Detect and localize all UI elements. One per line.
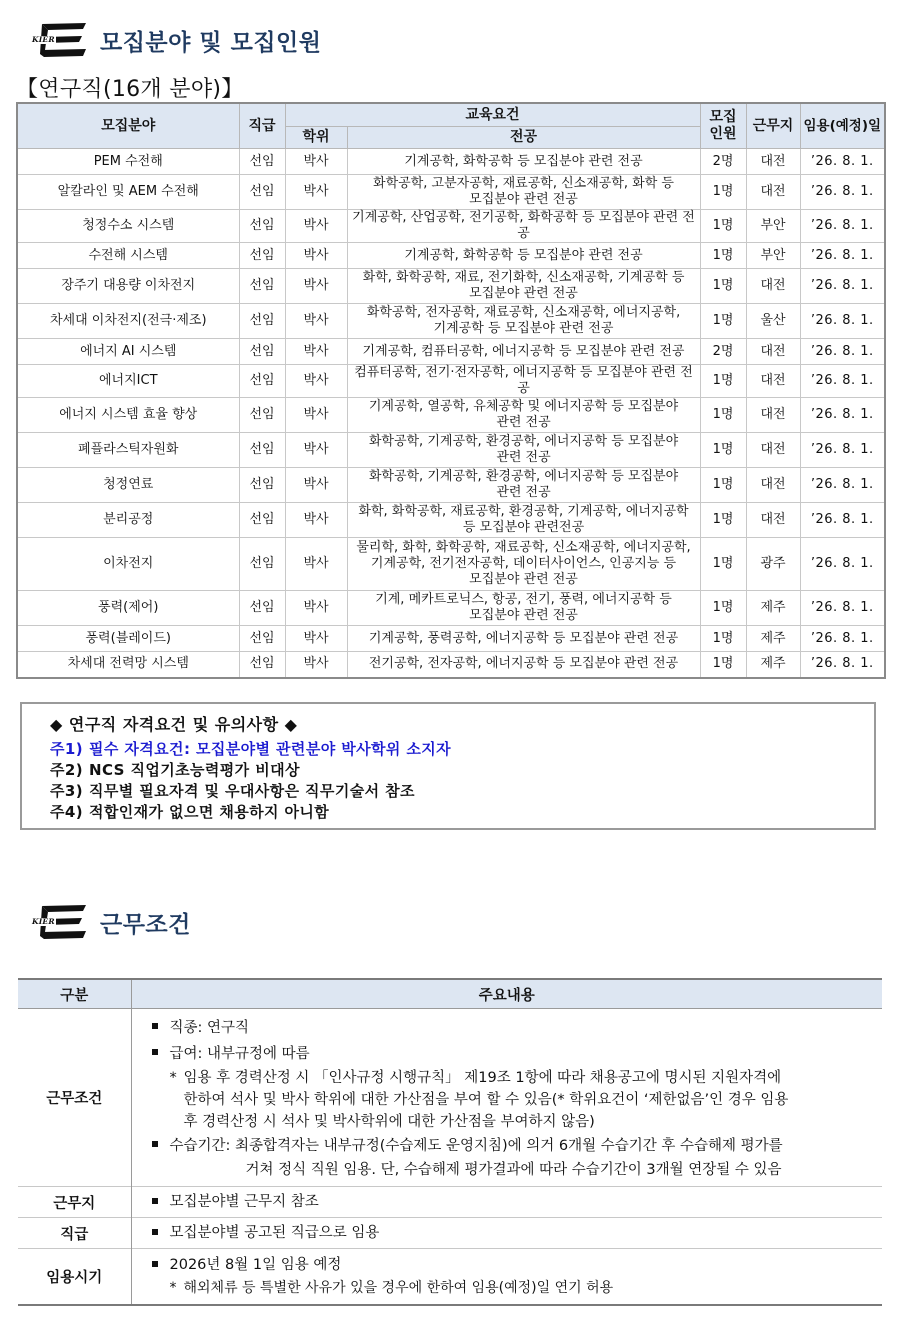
header-grade: 직급 — [239, 103, 285, 149]
job-type-text: 직종: 연구직 — [169, 1019, 250, 1036]
cell-count: 1명 — [700, 433, 746, 468]
header-category: 구분 — [18, 979, 131, 1009]
cell-grade: 선임 — [239, 304, 285, 339]
table-row — [17, 468, 885, 503]
header-location: 근무지 — [746, 103, 800, 149]
logo-text: KIER — [32, 35, 55, 44]
cell-degree: 박사 — [285, 503, 347, 538]
cell-field: 폐플라스틱자원화 — [17, 433, 239, 468]
cell-count: 1명 — [700, 591, 746, 626]
cell-major — [347, 652, 700, 678]
header-degree: 학위 — [285, 127, 347, 149]
note-text: NCS 직업기초능력평가 비대상 — [88, 761, 300, 779]
cell-major — [347, 210, 700, 243]
cell-major — [347, 175, 700, 210]
notes-title: ◆ 연구직 자격요건 및 유의사항 ◆ — [50, 715, 298, 734]
cell-date: ’26. 8. 1. — [800, 243, 885, 269]
major-line: 전기공학, 전자공학, 에너지공학 등 모집분야 관련 전공 — [368, 656, 679, 672]
cell-major — [347, 304, 700, 339]
cell-grade: 선임 — [239, 243, 285, 269]
cell-degree: 박사 — [285, 468, 347, 503]
asterisk-icon: * — [169, 1280, 177, 1297]
cell-degree: 박사 — [285, 304, 347, 339]
note-key: 주4) — [50, 803, 83, 821]
cell-location: 제주 — [746, 591, 800, 626]
cell-location: 부안 — [746, 210, 800, 243]
cell-field: 에너지 AI 시스템 — [17, 339, 239, 365]
table-row — [17, 538, 885, 591]
note-text: 직무별 필요자격 및 우대사항은 직무기술서 참조 — [88, 782, 415, 800]
cell-grade: 선임 — [239, 652, 285, 678]
cell-date: ’26. 8. 1. — [800, 591, 885, 626]
cell-count: 2명 — [700, 149, 746, 175]
bullet-square-icon — [152, 1198, 158, 1204]
table-row — [17, 339, 885, 365]
appointment-note: * 해외체류 등 특별한 사유가 있을 경우에 한하여 임용(예정)일 연기 허용 — [150, 1277, 883, 1299]
cell-degree: 박사 — [285, 269, 347, 304]
major-line: 기계공학, 열공학, 유체공학 및 에너지공학 등 모집분야 — [368, 399, 679, 414]
cell-major — [347, 591, 700, 626]
major-line: 물리학, 화학, 화학공학, 재료공학, 신소재공학, 에너지공학, — [356, 540, 691, 555]
header-major: 전공 — [347, 127, 700, 149]
table-row — [17, 365, 885, 398]
cell-date: ’26. 8. 1. — [800, 339, 885, 365]
section-header-conditions — [28, 902, 191, 942]
note-item — [50, 760, 874, 781]
cell-grade: 선임 — [239, 269, 285, 304]
header-count-line2: 인원 — [709, 126, 737, 142]
cell-count: 1명 — [700, 243, 746, 269]
header-count-line1: 모집 — [709, 109, 737, 125]
major-line: 모집분야 관련 전공 — [469, 286, 578, 301]
cell-grade: 선임 — [239, 210, 285, 243]
cell-field: 에너지 시스템 효율 향상 — [17, 398, 239, 433]
bullet-square-icon — [152, 1261, 158, 1267]
job-type-line — [150, 1015, 883, 1041]
table-row — [17, 149, 885, 175]
cell-date: ’26. 8. 1. — [800, 538, 885, 591]
cell-field: 분리공정 — [17, 503, 239, 538]
conditions-table — [18, 978, 882, 1306]
cell-count: 1명 — [700, 626, 746, 652]
cell-degree: 박사 — [285, 339, 347, 365]
note-key: 주2) — [50, 761, 83, 779]
major-line: 관련 전공 — [496, 415, 551, 430]
cell-count: 1명 — [700, 175, 746, 210]
major-line: 기계공학, 화학공학 등 모집분야 관련 전공 — [404, 247, 643, 263]
cell-field: 풍력(블레이드) — [17, 626, 239, 652]
grade-text: 모집분야별 공고된 직급으로 임용 — [169, 1225, 380, 1241]
cell-location: 광주 — [746, 538, 800, 591]
major-line: 컴퓨터공학, 전기·전자공학, 에너지공학 등 모집분야 관련 전공 — [354, 365, 693, 396]
cell-date: ’26. 8. 1. — [800, 398, 885, 433]
appointment-text: 2026년 8월 1일 임용 예정 — [169, 1257, 342, 1274]
cell-field: 풍력(제어) — [17, 591, 239, 626]
pay-text: 급여: 내부규정에 따름 — [169, 1045, 310, 1062]
major-line: 화학공학, 기계공학, 환경공학, 에너지공학 등 모집분야 — [368, 469, 679, 484]
location-content — [131, 1187, 882, 1218]
kier-logo — [28, 902, 90, 942]
cell-location: 대전 — [746, 365, 800, 398]
asterisk-icon: * — [169, 1069, 177, 1086]
pay-note-line2: 한하여 석사 및 박사 학위에 대한 가산점을 부여 할 수 있음(* 학위요건이 ‘제한없음’인 경우 임용 — [183, 1091, 789, 1108]
cell-count: 1명 — [700, 503, 746, 538]
header-count — [700, 103, 746, 149]
cell-field: 수전해 시스템 — [17, 243, 239, 269]
cell-degree: 박사 — [285, 652, 347, 678]
table-row — [17, 591, 885, 626]
table-row — [17, 304, 885, 339]
bullet-square-icon — [152, 1049, 158, 1055]
note-item — [50, 781, 874, 802]
cell-major — [347, 468, 700, 503]
cell-count: 1명 — [700, 468, 746, 503]
cell-location: 제주 — [746, 626, 800, 652]
cell-date: ’26. 8. 1. — [800, 652, 885, 678]
cell-major — [347, 365, 700, 398]
section-header-recruitment — [28, 20, 321, 60]
cell-field: 장주기 대용량 이차전지 — [17, 269, 239, 304]
major-line: 화학공학, 전자공학, 재료공학, 신소재공학, 에너지공학, — [366, 305, 681, 320]
cell-location: 대전 — [746, 339, 800, 365]
cell-count: 1명 — [700, 210, 746, 243]
section-title: 모집분야 및 모집인원 — [100, 29, 322, 56]
cell-location: 제주 — [746, 652, 800, 678]
bullet-square-icon — [152, 1141, 158, 1147]
cell-count: 1명 — [700, 652, 746, 678]
major-line: 기계공학, 컴퓨터공학, 에너지공학 등 모집분야 관련 전공 — [362, 343, 685, 359]
cell-major — [347, 398, 700, 433]
note-key: 주3) — [50, 782, 83, 800]
cell-location: 대전 — [746, 149, 800, 175]
table-row — [17, 243, 885, 269]
recruitment-table — [16, 102, 886, 679]
probation-line1: 수습기간: 최종합격자는 내부규정(수습제도 운영지침)에 의거 6개월 수습기간 후 수습해제 평가를 — [150, 1133, 883, 1159]
cell-major — [347, 538, 700, 591]
recruitment-table-body — [17, 149, 885, 678]
cell-major — [347, 503, 700, 538]
logo-text: KIER — [32, 917, 55, 926]
major-line: 모집분야 관련 전공 — [469, 608, 578, 623]
pay-line — [150, 1041, 883, 1067]
cell-degree: 박사 — [285, 538, 347, 591]
cell-major — [347, 339, 700, 365]
pay-note-line3: 후 경력산정 시 석사 및 박사학위에 대한 가산점을 부여하지 않음) — [183, 1113, 595, 1130]
cell-location: 부안 — [746, 243, 800, 269]
cell-degree: 박사 — [285, 243, 347, 269]
cell-grade: 선임 — [239, 175, 285, 210]
notes-list — [50, 739, 874, 823]
subtitle: 【연구직(16개 분야)】 — [16, 77, 244, 102]
cell-field: 청정수소 시스템 — [17, 210, 239, 243]
major-line: 등 모집분야 관련전공 — [462, 520, 585, 535]
kier-logo — [28, 20, 90, 60]
cell-count: 1명 — [700, 365, 746, 398]
requirements-notes-box — [20, 702, 876, 830]
header-field: 모집분야 — [17, 103, 239, 149]
major-line: 화학, 화학공학, 재료공학, 환경공학, 기계공학, 에너지공학 — [358, 504, 689, 519]
cell-field: 에너지ICT — [17, 365, 239, 398]
table-row — [17, 210, 885, 243]
cell-date: ’26. 8. 1. — [800, 433, 885, 468]
note-item — [50, 802, 874, 823]
cell-field: 알칼라인 및 AEM 수전해 — [17, 175, 239, 210]
cell-degree: 박사 — [285, 398, 347, 433]
appointment-content — [131, 1249, 882, 1305]
cell-field: 이차전지 — [17, 538, 239, 591]
header-content: 주요내용 — [131, 979, 882, 1009]
label-work-conditions: 근무조건 — [18, 1009, 131, 1187]
major-line: 화학공학, 기계공학, 환경공학, 에너지공학 등 모집분야 — [368, 434, 679, 449]
cell-location: 울산 — [746, 304, 800, 339]
major-line: 기계공학 등 모집분야 관련 전공 — [433, 321, 614, 336]
cell-grade: 선임 — [239, 365, 285, 398]
cell-major — [347, 626, 700, 652]
cell-grade: 선임 — [239, 398, 285, 433]
cell-location: 대전 — [746, 175, 800, 210]
cell-field: 차세대 전력망 시스템 — [17, 652, 239, 678]
cell-degree: 박사 — [285, 433, 347, 468]
header-date: 임용(예정)일 — [800, 103, 885, 149]
cell-location: 대전 — [746, 433, 800, 468]
cell-date: ’26. 8. 1. — [800, 304, 885, 339]
cell-location: 대전 — [746, 398, 800, 433]
cell-location: 대전 — [746, 468, 800, 503]
header-education: 교육요건 — [285, 103, 700, 127]
cell-date: ’26. 8. 1. — [800, 210, 885, 243]
cell-date: ’26. 8. 1. — [800, 269, 885, 304]
cell-grade: 선임 — [239, 433, 285, 468]
cell-grade: 선임 — [239, 339, 285, 365]
table-row — [17, 433, 885, 468]
cell-grade: 선임 — [239, 503, 285, 538]
cell-grade: 선임 — [239, 538, 285, 591]
work-conditions-content — [131, 1009, 882, 1187]
cell-count: 1명 — [700, 398, 746, 433]
note-item — [50, 739, 874, 760]
cell-field: 차세대 이차전지(전극·제조) — [17, 304, 239, 339]
major-line: 기계공학, 풍력공학, 에너지공학 등 모집분야 관련 전공 — [368, 630, 679, 646]
table-row — [17, 652, 885, 678]
cell-major — [347, 269, 700, 304]
label-grade: 직급 — [18, 1218, 131, 1249]
table-row — [17, 398, 885, 433]
probation-line2: 거쳐 정식 직원 임용. 단, 수습해제 평가결과에 따라 수습기간이 3개월 연장될 수 있음 — [245, 1161, 782, 1178]
major-line: 관련 전공 — [496, 485, 551, 500]
cell-degree: 박사 — [285, 210, 347, 243]
cell-date: ’26. 8. 1. — [800, 175, 885, 210]
cell-date: ’26. 8. 1. — [800, 365, 885, 398]
cell-location: 대전 — [746, 503, 800, 538]
cell-count: 1명 — [700, 269, 746, 304]
cell-degree: 박사 — [285, 149, 347, 175]
cell-major — [347, 433, 700, 468]
cell-count: 1명 — [700, 538, 746, 591]
cell-date: ’26. 8. 1. — [800, 468, 885, 503]
major-line: 모집분야 관련 전공 — [469, 192, 578, 207]
cell-major — [347, 243, 700, 269]
bullet-square-icon — [152, 1229, 158, 1235]
cell-grade: 선임 — [239, 591, 285, 626]
pay-note-line1: * 임용 후 경력산정 시 「인사규정 시행규칙」 제19조 1항에 따라 채용공고에 명시된 지원자격에 — [150, 1067, 883, 1089]
cell-degree: 박사 — [285, 175, 347, 210]
cell-count: 2명 — [700, 339, 746, 365]
note-text: 필수 자격요건: 모집분야별 관련분야 박사학위 소지자 — [88, 740, 452, 758]
location-text: 모집분야별 근무지 참조 — [169, 1194, 319, 1210]
cell-date: ’26. 8. 1. — [800, 149, 885, 175]
note-text: 적합인재가 없으면 채용하지 아니함 — [88, 803, 330, 821]
cell-date: ’26. 8. 1. — [800, 626, 885, 652]
major-line: 기계, 메카트로닉스, 항공, 전기, 풍력, 에너지공학 등 — [375, 592, 672, 607]
cell-grade: 선임 — [239, 149, 285, 175]
cell-location: 대전 — [746, 269, 800, 304]
major-line: 기계공학, 화학공학 등 모집분야 관련 전공 — [404, 153, 643, 169]
cell-degree: 박사 — [285, 365, 347, 398]
section-title: 근무조건 — [100, 911, 191, 938]
cell-date: ’26. 8. 1. — [800, 503, 885, 538]
major-line: 화학공학, 고분자공학, 재료공학, 신소재공학, 화학 등 — [373, 176, 674, 191]
cell-degree: 박사 — [285, 626, 347, 652]
table-row — [17, 503, 885, 538]
cell-field: 청정연료 — [17, 468, 239, 503]
cell-degree: 박사 — [285, 591, 347, 626]
bullet-square-icon — [152, 1023, 158, 1029]
table-row — [17, 626, 885, 652]
cell-field: PEM 수전해 — [17, 149, 239, 175]
cell-major — [347, 149, 700, 175]
table-row — [17, 269, 885, 304]
cell-grade: 선임 — [239, 626, 285, 652]
cell-count: 1명 — [700, 304, 746, 339]
major-line: 모집분야 관련 전공 — [469, 572, 578, 587]
major-line: 관련 전공 — [496, 450, 551, 465]
major-line: 기계공학, 전기전자공학, 데이터사이언스, 인공지능 등 — [370, 556, 677, 571]
label-appointment: 임용시기 — [18, 1249, 131, 1305]
note-key: 주1) — [50, 740, 83, 758]
table-row — [17, 175, 885, 210]
cell-grade: 선임 — [239, 468, 285, 503]
label-location: 근무지 — [18, 1187, 131, 1218]
major-line: 기계공학, 산업공학, 전기공학, 화학공학 등 모집분야 관련 전공 — [352, 210, 695, 241]
grade-content — [131, 1218, 882, 1249]
major-line: 화학, 화학공학, 재료, 전기화학, 신소재공학, 기계공학 등 — [362, 270, 685, 285]
